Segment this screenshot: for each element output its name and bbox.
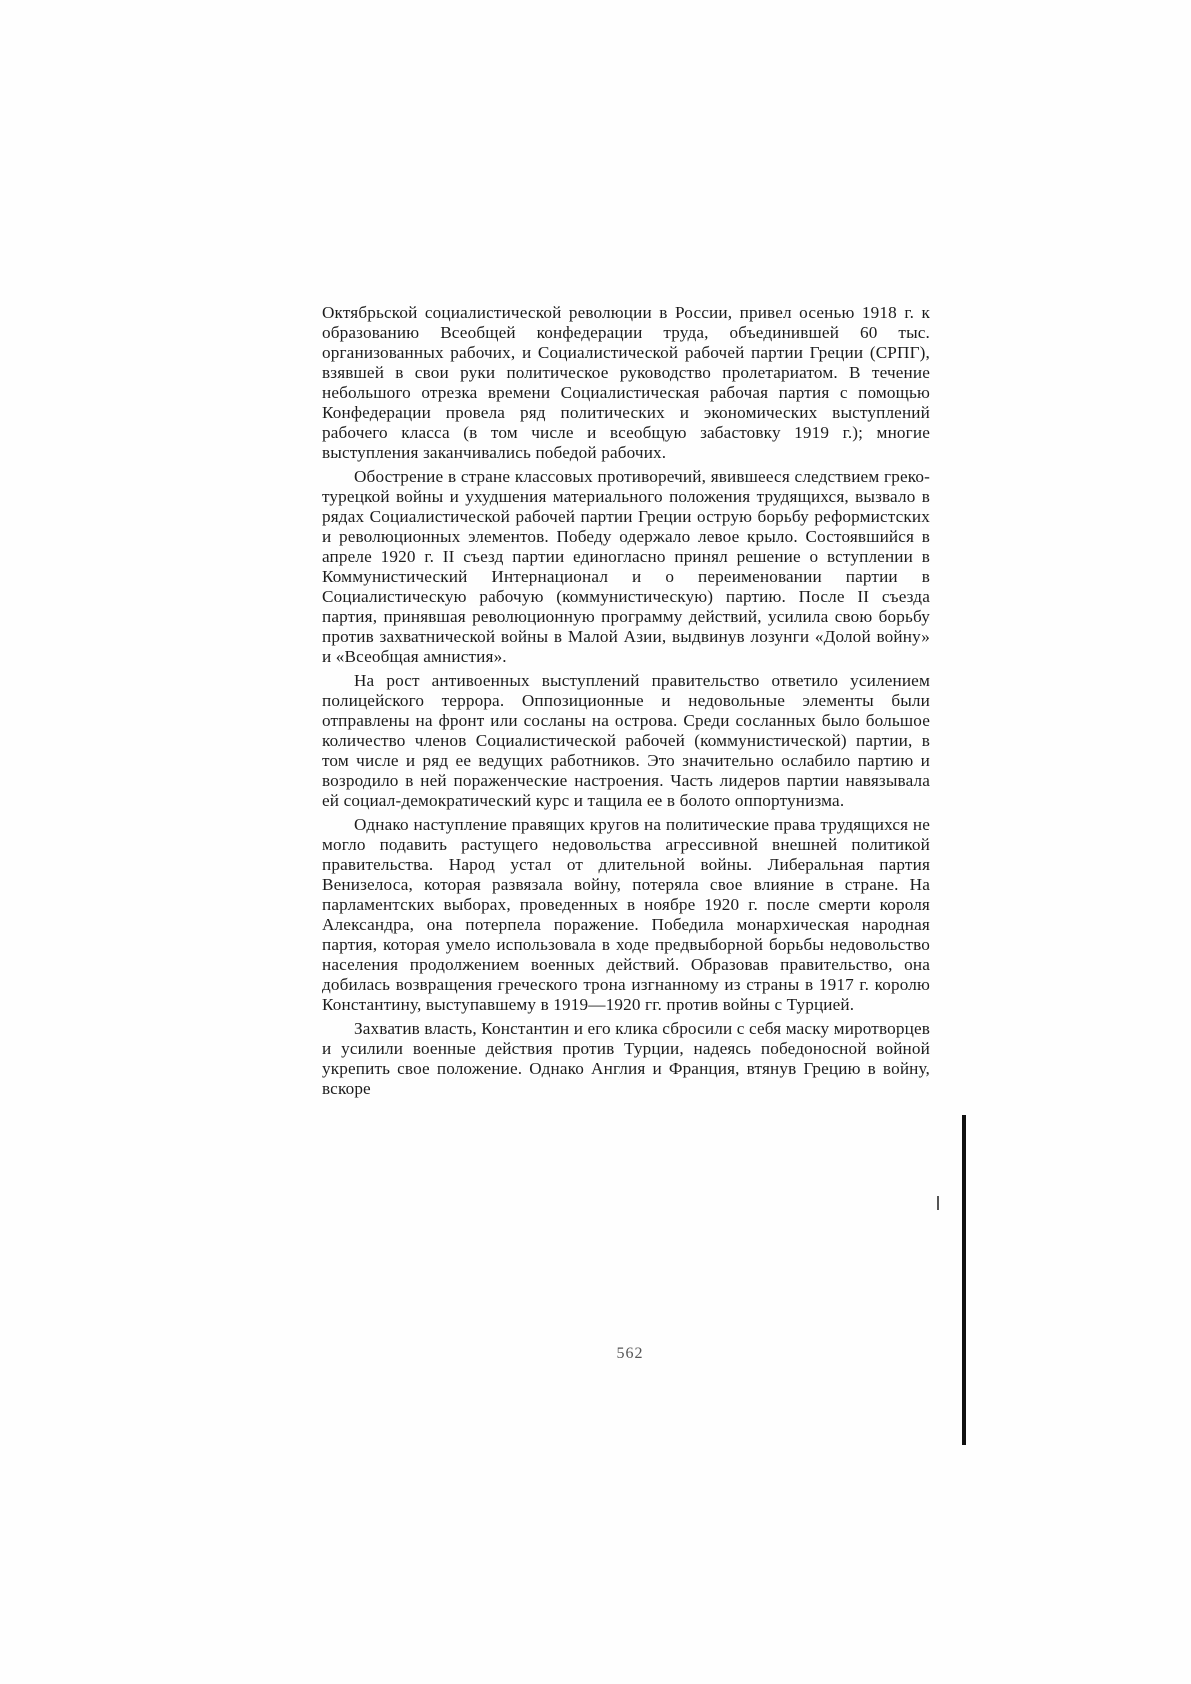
paragraph-1: Октябрьской социалистической революции в России, привел осенью 1918 г. к образованию Всеобщей конфедерации труда, объединившей 60 тыс. организованных рабочих, и Социалистической рабочей партии Греции (СРПГ), взявшей в свои руки политическое руководство пролетариатом. В течение небольшого отрезка времени Социалистическая рабочая партия с помощью Конфедерации провела ряд политических и экономических выступлений рабочего класса (в том числе и всеобщую забастовку 1919 г.); многие выступления заканчивались победой рабочих. — [322, 303, 930, 462]
scan-margin-mark — [937, 1196, 939, 1210]
paragraph-5: Захватив власть, Константин и его клика сбросили с себя маску миротворцев и усилили военные действия против Турции, надеясь победоносной войной укрепить свое положение. Однако Англия и Франция, втянув Грецию в войну, вскоре — [322, 1019, 930, 1098]
scan-edge-line — [962, 1115, 966, 1445]
body-text — [322, 303, 930, 1099]
page-number: 562 — [616, 1345, 644, 1362]
paragraph-2: Обострение в стране классовых противоречий, явившееся следствием греко-турецкой войны и ухудшения материального положения трудящихся, вызвало в рядах Социалистической рабочей партии Греции острую борьбу реформистских и революционных элементов. Победу одержало левое крыло. Состоявшийся в апреле 1920 г. II съезд партии единогласно принял решение о вступлении в Коммунистический Интернационал и о переименовании партии в Социалистическую рабочую (коммунистическую) партию. После II съезда партия, принявшая революционную программу действий, усилила свою борьбу против захватнической войны в Малой Азии, выдвинув лозунги «Долой войну» и «Всеобщая амнистия». — [322, 467, 930, 666]
paragraph-3: На рост антивоенных выступлений правительство ответило усилением полицейского террора. Оппозиционные и недовольные элементы были отправлены на фронт или сосланы на острова. Среди сосланных было большое количество членов Социалистической рабочей (коммунистической) партии, в том числе и ряд ее ведущих работников. Это значительно ослабило партию и возродило в ней пораженческие настроения. Часть лидеров партии навязывала ей социал-демократический курс и тащила ее в болото оппортунизма. — [322, 671, 930, 810]
paragraph-4: Однако наступление правящих кругов на политические права трудящихся не могло подавить растущего недовольства агрессивной внешней политикой правительства. Народ устал от длительной войны. Либеральная партия Венизелоса, которая развязала войну, потеряла свое влияние в стране. На парламентских выборах, проведенных в ноябре 1920 г. после смерти короля Александра, она потерпела поражение. Победила монархическая народная партия, которая умело использовала в ходе предвыборной борьбы недовольство населения продолжением военных действий. Образовав правительство, она добилась возвращения греческого трона изгнанному из страны в 1917 г. королю Константину, выступавшему в 1919—1920 гг. против войны с Турцией. — [322, 815, 930, 1014]
